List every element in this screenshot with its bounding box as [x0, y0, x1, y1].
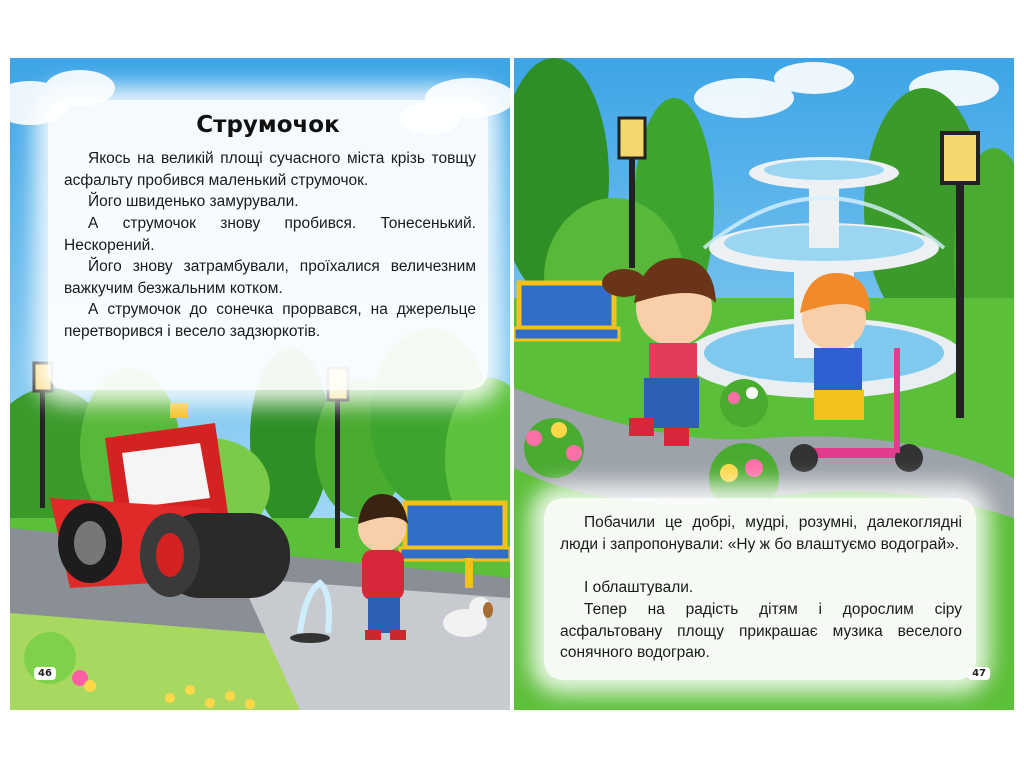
story-paragraph-2: Його швиденько замурували.: [88, 193, 299, 210]
story-paragraph-1: Якось на великій площі сучасного міста крізь товщу асфальту пробився маленький струмочок.: [64, 150, 476, 189]
story-paragraph-8: Тепер на радість дітям і дорослим сіру асфальтовану площу прикрашає музика веселого сонячного водограю.: [560, 601, 962, 661]
story-paragraph-3: А струмочок знову пробився. Тонесенький. Нескорений.: [64, 215, 476, 254]
page-number-right: 47: [968, 667, 990, 680]
page-number-left: 46: [34, 667, 56, 680]
left-page: [10, 58, 510, 710]
story-paragraph-6: Побачили це добрі, мудрі, розумні, далекоглядні люди і запропонували: «Ну ж бо влаштуємо водограй».: [560, 514, 962, 553]
right-page: [514, 58, 1014, 710]
story-text-box: [48, 100, 488, 390]
story-paragraph-5: А струмочок до сонечка прорвався, на джерельце перетворився і весело задзюркотів.: [64, 301, 476, 340]
story-paragraph-7: І облаштували.: [584, 579, 694, 596]
bench-illustration: [514, 283, 619, 340]
story-text-box: [544, 498, 976, 680]
story-title: Струмочок: [196, 112, 340, 138]
story-paragraph-4: Його знову затрамбували, проїхалися величезним важкучим безжальним котком.: [64, 258, 476, 297]
